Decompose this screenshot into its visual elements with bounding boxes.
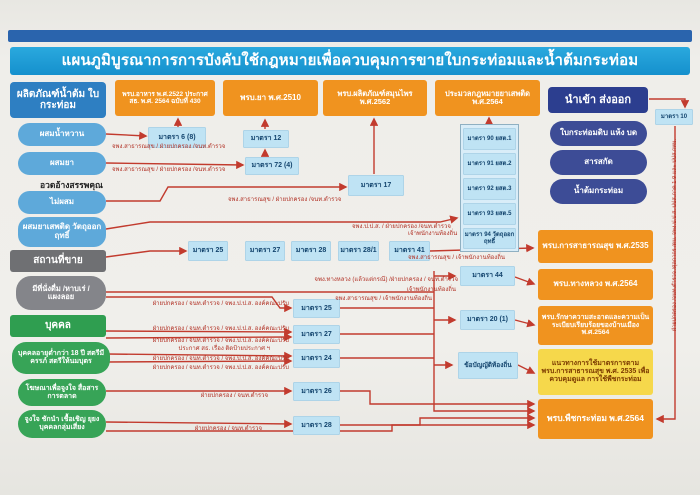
section-93: มาตรา 93 ยสต.5 — [463, 203, 516, 225]
guideline-public-health-measures: แนวทางการใช้มาตรการตาม พรบ.การสาธารณสุข พ.ศ. 2535 เพื่อควบคุมดูแล การใช้พืชกระท่อม — [538, 349, 653, 395]
label-officials-local-44: เจ้าพนักงานท้องถิ่น — [406, 287, 456, 293]
section-17: มาตรา 17 — [348, 175, 404, 196]
law-narcotics-code: ประมวลกฎหมายยาเสพติด พ.ศ.2564 — [435, 80, 540, 116]
pill-advertising: โฆษณาเพื่อจูงใจ สื่อสารการตลาด — [18, 379, 106, 406]
pill-seating-hawker: มีที่นั่งดื่ม /หาบเร่ / แผงลอย — [16, 276, 106, 310]
section-92: มาตรา 92 ยสต.3 — [463, 178, 516, 200]
row-section-41: มาตรา 41 — [389, 241, 430, 261]
section-20-1: มาตรา 20 (1) — [460, 310, 515, 330]
section-12: มาตรา 12 — [243, 130, 289, 148]
label-officials-food: จพง.สาธารณสุข / ฝ่ายปกครอง /จนท.ตำรวจ — [112, 144, 226, 150]
label-officials-local-under-narcotics: เจ้าพนักงานท้องถิ่น — [408, 231, 458, 237]
law-drug-act: พรบ.ยา พ.ศ.2510 — [223, 80, 318, 116]
top-decorative-strip — [8, 30, 692, 42]
label-officials-stack: จพง.สาธารณสุข / เจ้าพนักงานท้องถิ่น — [408, 255, 505, 261]
section-94: มาตรา 94 วัตถุออกฤทธิ์ — [463, 228, 516, 249]
local-ordinance: ข้อบัญญัติท้องถิ่น — [458, 352, 518, 379]
label-officials-import-vertical: ฝ่ายปกครอง /จนท.ตำรวจ /ศุลกากร /ตม. จพง.ป.ป.ส. ปปส.ภาค 1-9 และ ปปส.กทม. — [671, 138, 678, 332]
mid-section-24: มาตรา 24 — [293, 349, 340, 368]
label-officials-psk-local-44: จพง.สาธารณสุข / เจ้าพนักงานท้องถิ่น — [335, 296, 432, 302]
law-highway-act: พรบ.ทางหลวง พ.ศ.2564 — [538, 269, 653, 300]
mid-section-25: มาตรา 25 — [293, 299, 340, 318]
section-44: มาตรา 44 — [460, 266, 515, 286]
section-6-8: มาตรา 6 (8) — [148, 127, 206, 148]
row-section-25: มาตรา 25 — [188, 241, 228, 261]
mid-section-26: มาตรา 26 — [293, 382, 340, 401]
pill-boiled-kratom-water: น้ำต้มกระท่อม — [550, 179, 647, 204]
law-food-act: พรบ.อาหาร พ.ศ.2522 ประกาศ สธ. พ.ศ. 2564 ฉบับที่ 430 — [115, 80, 215, 116]
pill-mixed-medicine: ผสมยา — [18, 152, 106, 175]
label-admin-police-28: ฝ่ายปกครอง / จนท.ตำรวจ — [194, 426, 262, 432]
label-fine-panel-24b: ฝ่ายปกครอง / จนท.ตำรวจ / จพง.ป.ป.ส. องค์คณะปรับ — [152, 365, 289, 371]
pill-inducing-risk-groups: จูงใจ ชักนำ เชื้อเชิญ ยุยง บุคคลกลุ่มเสี่ยง — [18, 410, 106, 438]
pill-unmixed: ไม่ผสม — [18, 191, 106, 214]
label-fine-panel-25: ฝ่ายปกครอง / จนท.ตำรวจ / จพง.ป.ป.ส. องค์คณะปรับ — [152, 301, 289, 307]
pill-raw-dried-ground-leaf: ใบกระท่อมดิบ แห้ง บด — [550, 121, 647, 146]
pill-extract: สารสกัด — [550, 150, 647, 175]
law-cleanliness-act: พรบ.รักษาความสะอาดและความเป็นระเบียบเรียบร้อยของบ้านเมือง พ.ศ.2564 — [538, 306, 653, 345]
pill-mixed-narcotics: ผสมยาเสพติด วัตถุออกฤทธิ์ — [18, 217, 106, 247]
mid-section-27: มาตรา 27 — [293, 325, 340, 344]
person-header: บุคคล — [10, 315, 106, 337]
label-officials-highway: จพง.ทางหลวง (แล้วแต่กรณี) /ฝ่ายปกครอง / จนท.ตำรวจ — [314, 277, 458, 283]
label-admin-police-26: ฝ่ายปกครอง / จนท.ตำรวจ — [200, 393, 268, 399]
label-fine-panel-27b: ฝ่ายปกครอง / จนท.ตำรวจ / จพง.ป.ป.ส. องค์คณะปรับ — [152, 338, 289, 344]
label-officials-herbal: จพง.สาธารณสุข / ฝ่ายปกครอง /จนท.ตำรวจ — [228, 197, 342, 203]
row-section-28: มาตรา 28 — [291, 241, 331, 261]
law-kratom-act: พรบ.พืชกระท่อม พ.ศ.2564 — [538, 399, 653, 439]
label-moph-notice: ประกาศ สธ. เรื่อง ติดป้ายประกาศ ฯ — [178, 346, 270, 352]
pill-mixed-syrup: ผสมน้ำหวาน — [18, 123, 106, 146]
row-section-27: มาตรา 27 — [245, 241, 285, 261]
label-fine-panel-24a: ฝ่ายปกครอง / จนท.ตำรวจ / จพง.ป.ป.ส. องค์คณะปรับ — [152, 356, 289, 362]
mid-section-28: มาตรา 28 — [293, 416, 340, 435]
law-public-health-act: พรบ.การสาธารณสุข พ.ศ.2535 — [538, 230, 653, 263]
label-officials-narcotics-line: จพง.ป.ป.ส. / ฝ่ายปกครอง /จนท.ตำรวจ — [352, 224, 451, 230]
section-91: มาตรา 91 ยสต.2 — [463, 153, 516, 175]
row-section-28-1: มาตรา 28/1 — [338, 241, 379, 261]
pill-minors-pregnant: บุคคลอายุต่ำกว่า 18 ปี สตรีมีครรภ์ สตรีให้นมบุตร — [12, 342, 110, 374]
section-72-4: มาตรา 72 (4) — [245, 157, 299, 175]
products-header: ผลิตภัณฑ์น้ำต้ม ใบกระท่อม — [10, 82, 106, 118]
page-title: แผนภูมิบูรณาการการบังคับใช้กฎหมายเพื่อควบคุมการขายใบกระท่อมและน้ำต้มกระท่อม — [10, 47, 690, 75]
law-herbal-act: พรบ.ผลิตภัณฑ์สมุนไพร พ.ศ.2562 — [323, 80, 427, 116]
place-header: สถานที่ขาย — [10, 250, 106, 272]
claim-note: อวดอ้างสรรพคุณ — [40, 180, 103, 190]
section-90: มาตรา 90 ยสต.1 — [463, 128, 516, 150]
section-10: มาตรา 10 — [655, 109, 693, 125]
label-fine-panel-27a: ฝ่ายปกครอง / จนท.ตำรวจ / จพง.ป.ป.ส. องค์คณะปรับ — [152, 326, 289, 332]
label-officials-drug: จพง.สาธารณสุข / ฝ่ายปกครอง /จนท.ตำรวจ — [112, 167, 226, 173]
import-export-header: นำเข้า ส่งออก — [548, 87, 648, 113]
